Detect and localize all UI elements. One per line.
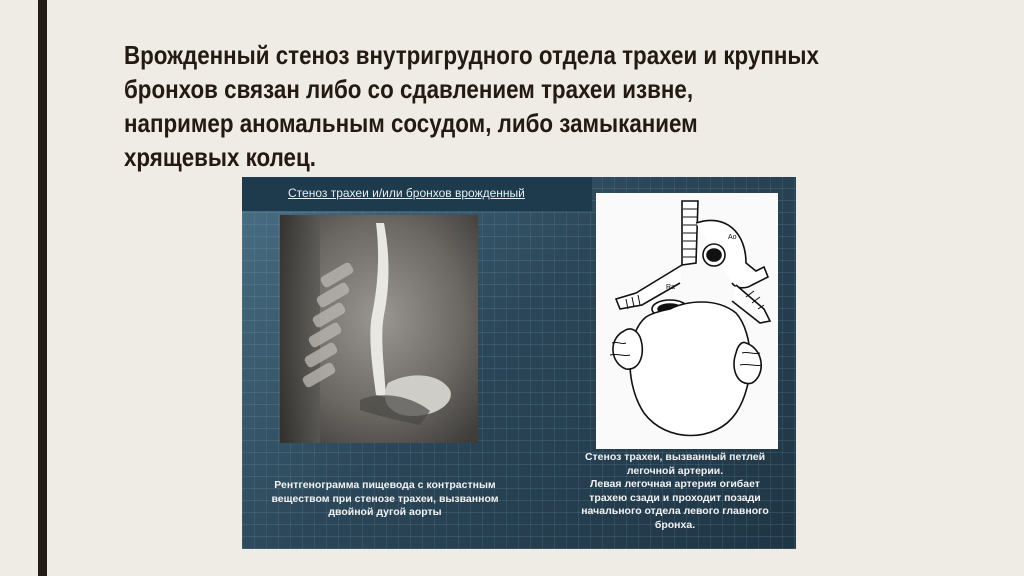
title-line-1: Врожденный стеноз внутригрудного отдела трахеи и крупных (124, 40, 819, 70)
caption-right-line-4: трахею сзади и проходит позади (589, 491, 761, 504)
caption-diagram (557, 451, 793, 532)
title-line-4: хрящевых колец. (124, 142, 316, 172)
title-line-2: бронхов связан либо со сдавлением трахеи извне, (124, 74, 694, 104)
caption-left-line-1: Рентгенограмма пищевода с контрастным (274, 479, 496, 491)
ra-label: Ra (666, 284, 675, 291)
xray-drawing (280, 215, 478, 443)
caption-right-line-1: Стеноз трахеи, вызванный петлей (584, 451, 766, 463)
xray-image (280, 215, 478, 443)
figure-title: Стеноз трахеи и/или бронхов врожденный (288, 186, 525, 200)
aorta-label: Ao (728, 234, 737, 241)
caption-xray (250, 479, 520, 520)
caption-left-line-2: веществом при стенозе трахеи, вызванном (271, 492, 499, 505)
caption-left-line-3: двойной дугой аорты (328, 506, 442, 518)
left-accent-bar (38, 0, 47, 576)
caption-right-line-3: Левая легочная артерия огибает (590, 478, 760, 490)
title-line-3: например аномальным сосудом, либо замыканием (124, 108, 698, 138)
caption-right-line-2: легочной артерии. (626, 464, 724, 477)
caption-right-line-6: бронха. (654, 518, 696, 531)
anatomy-diagram (596, 193, 778, 449)
medical-figure (242, 177, 796, 549)
slide-title (124, 38, 941, 174)
caption-right-line-5: начального отдела левого главного (581, 505, 769, 517)
heart-drawing (596, 193, 778, 449)
